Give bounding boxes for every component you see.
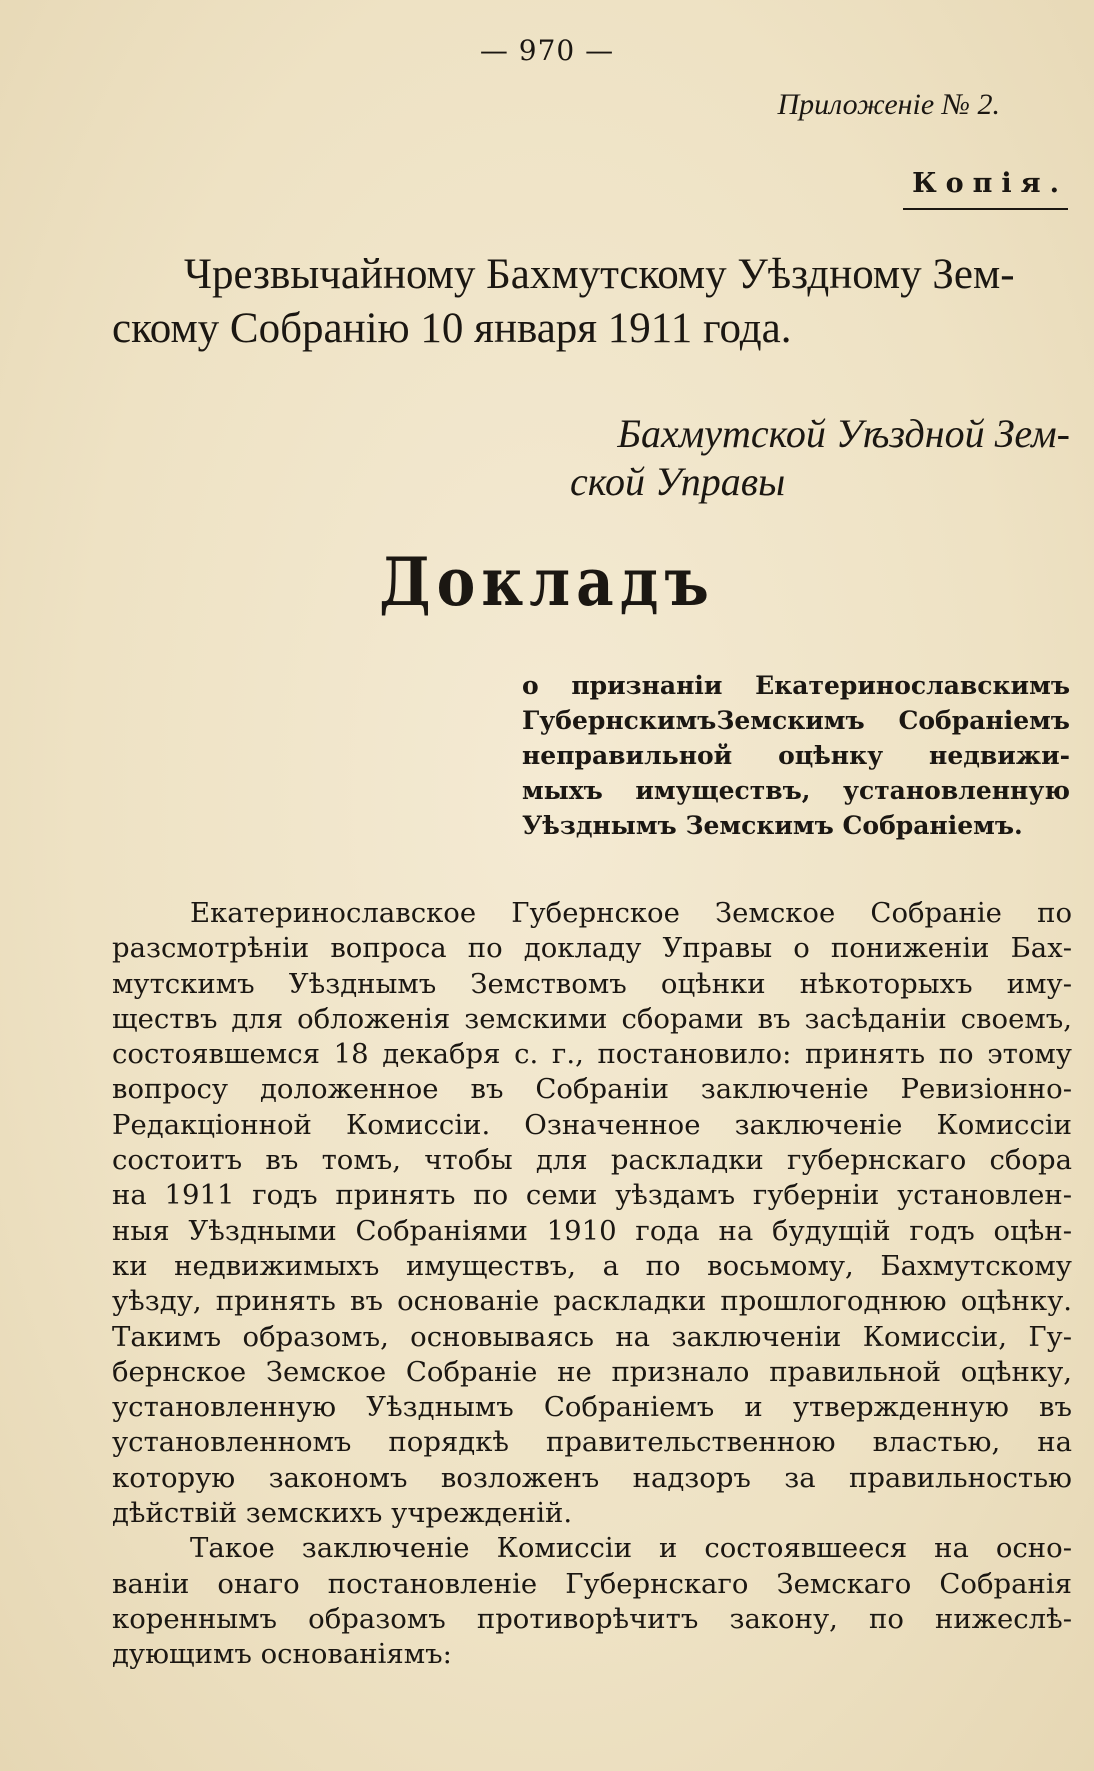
body-line: вопросу доложенное въ Собраніи заключеніе Ревизіонно- — [112, 1073, 1072, 1106]
subject-line: Уѣзднымъ Земскимъ Собраніемъ. — [522, 811, 1023, 840]
body-line: установленную Уѣзднымъ Собраніемъ и утвержденную въ — [112, 1391, 1072, 1424]
paragraph-1 — [112, 896, 1072, 1531]
paragraph-2 — [112, 1531, 1072, 1672]
body-line: бернское Земское Собраніе не признало правильной оцѣнку, — [112, 1355, 1072, 1388]
body-line: Екатеринославское Губернское Земское Собраніе по — [190, 897, 1072, 929]
body-line: уѣзду, принять въ основаніе раскладки прошлогоднюю оцѣнку. — [112, 1285, 1072, 1318]
body-text — [112, 896, 1072, 1673]
body-line: состоявшемся 18 декабря с. г., постановило: принять по этому — [112, 1038, 1072, 1071]
body-line: дѣйствій земскихъ учрежденій. — [112, 1497, 573, 1530]
body-line: Такимъ образомъ, основываясь на заключеніи Комиссіи, Гу- — [112, 1320, 1072, 1353]
report-title: Докладъ — [379, 542, 715, 622]
sender-line: ской Управы — [570, 459, 786, 504]
page-number: — 970 — — [479, 34, 615, 67]
subject-line: мыхъ имуществъ, установленную — [522, 776, 1070, 805]
sender-heading — [570, 410, 1070, 506]
body-line: ки недвижимыхъ имуществъ, а по восьмому, Бахмутскому — [112, 1249, 1072, 1282]
body-line: которую закономъ возложенъ надзоръ за правильностью — [112, 1461, 1072, 1494]
copy-mark: Копія. — [912, 168, 1068, 199]
body-line: ныя Уѣздными Собраніями 1910 года на будущій годъ оцѣн- — [112, 1214, 1072, 1247]
addressee-line: Чрезвычайному Бахмутскому Уѣздному Зем- — [184, 251, 1015, 298]
body-line: Такое заключеніе Комиссіи и состоявшееся на осно- — [190, 1532, 1072, 1565]
body-line: кореннымъ образомъ противорѣчитъ закону, по нижеслѣ- — [112, 1602, 1072, 1635]
copy-underline — [903, 208, 1068, 210]
subject-line: ГубернскимъЗемскимъ Собраніемъ — [522, 706, 1070, 735]
body-line: дующимъ основаніямъ: — [112, 1638, 452, 1671]
addressee-line: скому Собранію 10 января 1911 года. — [112, 305, 792, 352]
body-line: мутскимъ Уѣзднымъ Земствомъ оцѣнки нѣкоторыхъ иму- — [112, 967, 1072, 1000]
appendix-label: Приложеніе № 2. — [777, 88, 1000, 121]
addressee-heading — [112, 248, 1072, 356]
subject-line: неправильной оцѣнку недвижи- — [522, 741, 1070, 770]
body-line: Редакціонной Комиссіи. Означенное заключеніе Комиссіи — [112, 1108, 1072, 1141]
report-subject — [522, 668, 1070, 843]
body-line: состоитъ въ томъ, чтобы для раскладки губернскаго сбора — [112, 1144, 1072, 1177]
body-line: установленномъ порядкѣ правительственною властью, на — [112, 1426, 1072, 1459]
body-line: ществъ для обложенія земскими сборами въ засѣданіи своемъ, — [112, 1002, 1072, 1035]
body-line: разсмотрѣніи вопроса по докладу Управы о пониженіи Бах- — [112, 932, 1072, 965]
body-line: ваніи онаго постановленіе Губернскаго Земскаго Собранія — [112, 1567, 1072, 1600]
subject-line: о признаніи Екатеринославскимъ — [522, 671, 1070, 700]
body-line: на 1911 годъ принять по семи уѣздамъ губерніи установлен- — [112, 1179, 1072, 1212]
sender-line: Бахмутской Уѣздной Зем- — [617, 411, 1070, 456]
